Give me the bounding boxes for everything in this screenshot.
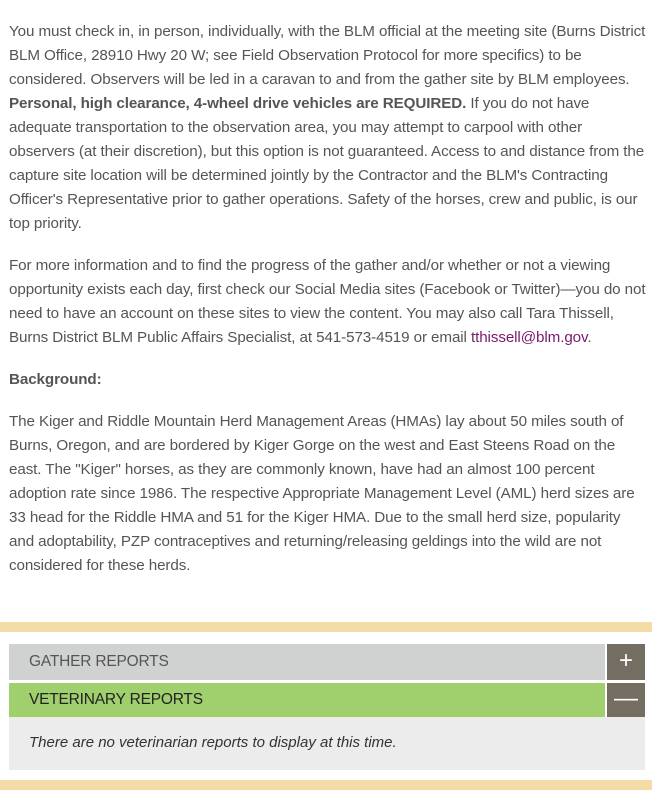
paragraph-contact: For more information and to find the progress of the gather and/or whether or not a viewing opportunity exists each day, first check our Social Media sites (Facebook or Twitter)—you do not need to have an account on these sites to view the content. You may also call Tara Thissell, Burns District BLM Public Affairs Specialist, at 541-573-4519 or email tthissell@blm.gov. (9, 257, 646, 346)
divider-band (0, 622, 652, 632)
expand-plus-icon[interactable]: + (607, 644, 645, 680)
paragraph-background: The Kiger and Riddle Mountain Herd Management Areas (HMAs) lay about 50 miles south of Burns, Oregon, and are bordered by Kiger Gorge on the west and East Steens Road on the east. The "Kiger" horses, as they are commonly known, have had an almost 100 percent adoption rate since 1986. The respective Appropriate Management Level (AML) herd sizes are 33 head for the Riddle HMA and 51 for the Kiger HMA. Due to the small herd size, popularity and adoptability, PZP contraceptives and returning/releasing geldings into the wild are not considered for these herds. (9, 413, 635, 574)
email-link[interactable]: tthissell@blm.gov (470, 329, 588, 346)
article-body (9, 20, 647, 596)
veterinary-reports-panel: There are no veterinarian reports to display at this time. (9, 717, 645, 770)
collapse-minus-icon[interactable]: — (607, 683, 645, 717)
paragraph-observation: You must check in, in person, individually, with the BLM official at the meeting site (Burns District BLM Office, 28910 Hwy 20 W; see Field Observation Protocol for more specifics) to be considered. Observers will be led in a caravan to and from the gather site by BLM employees. Personal, high clearance, 4-wheel drive vehicles are REQUIRED. If you do not have adequate transportation to the observation area, you may attempt to carpool with other observers (at their discretion), but this option is not guaranteed. Access to and distance from the capture site location will be determined jointly by the Contractor and the BLM's Contracting Officer's Representative prior to gather operations. Safety of the horses, crew and public, is our top priority. (9, 23, 646, 232)
divider-band-bottom (0, 780, 652, 790)
veterinary-reports-header[interactable]: VETERINARY REPORTS (9, 683, 605, 717)
background-heading: Background: (9, 371, 102, 388)
gather-reports-header[interactable]: GATHER REPORTS (9, 644, 605, 680)
vehicle-requirement: Personal, high clearance, 4-wheel drive vehicles are REQUIRED. (9, 95, 467, 112)
